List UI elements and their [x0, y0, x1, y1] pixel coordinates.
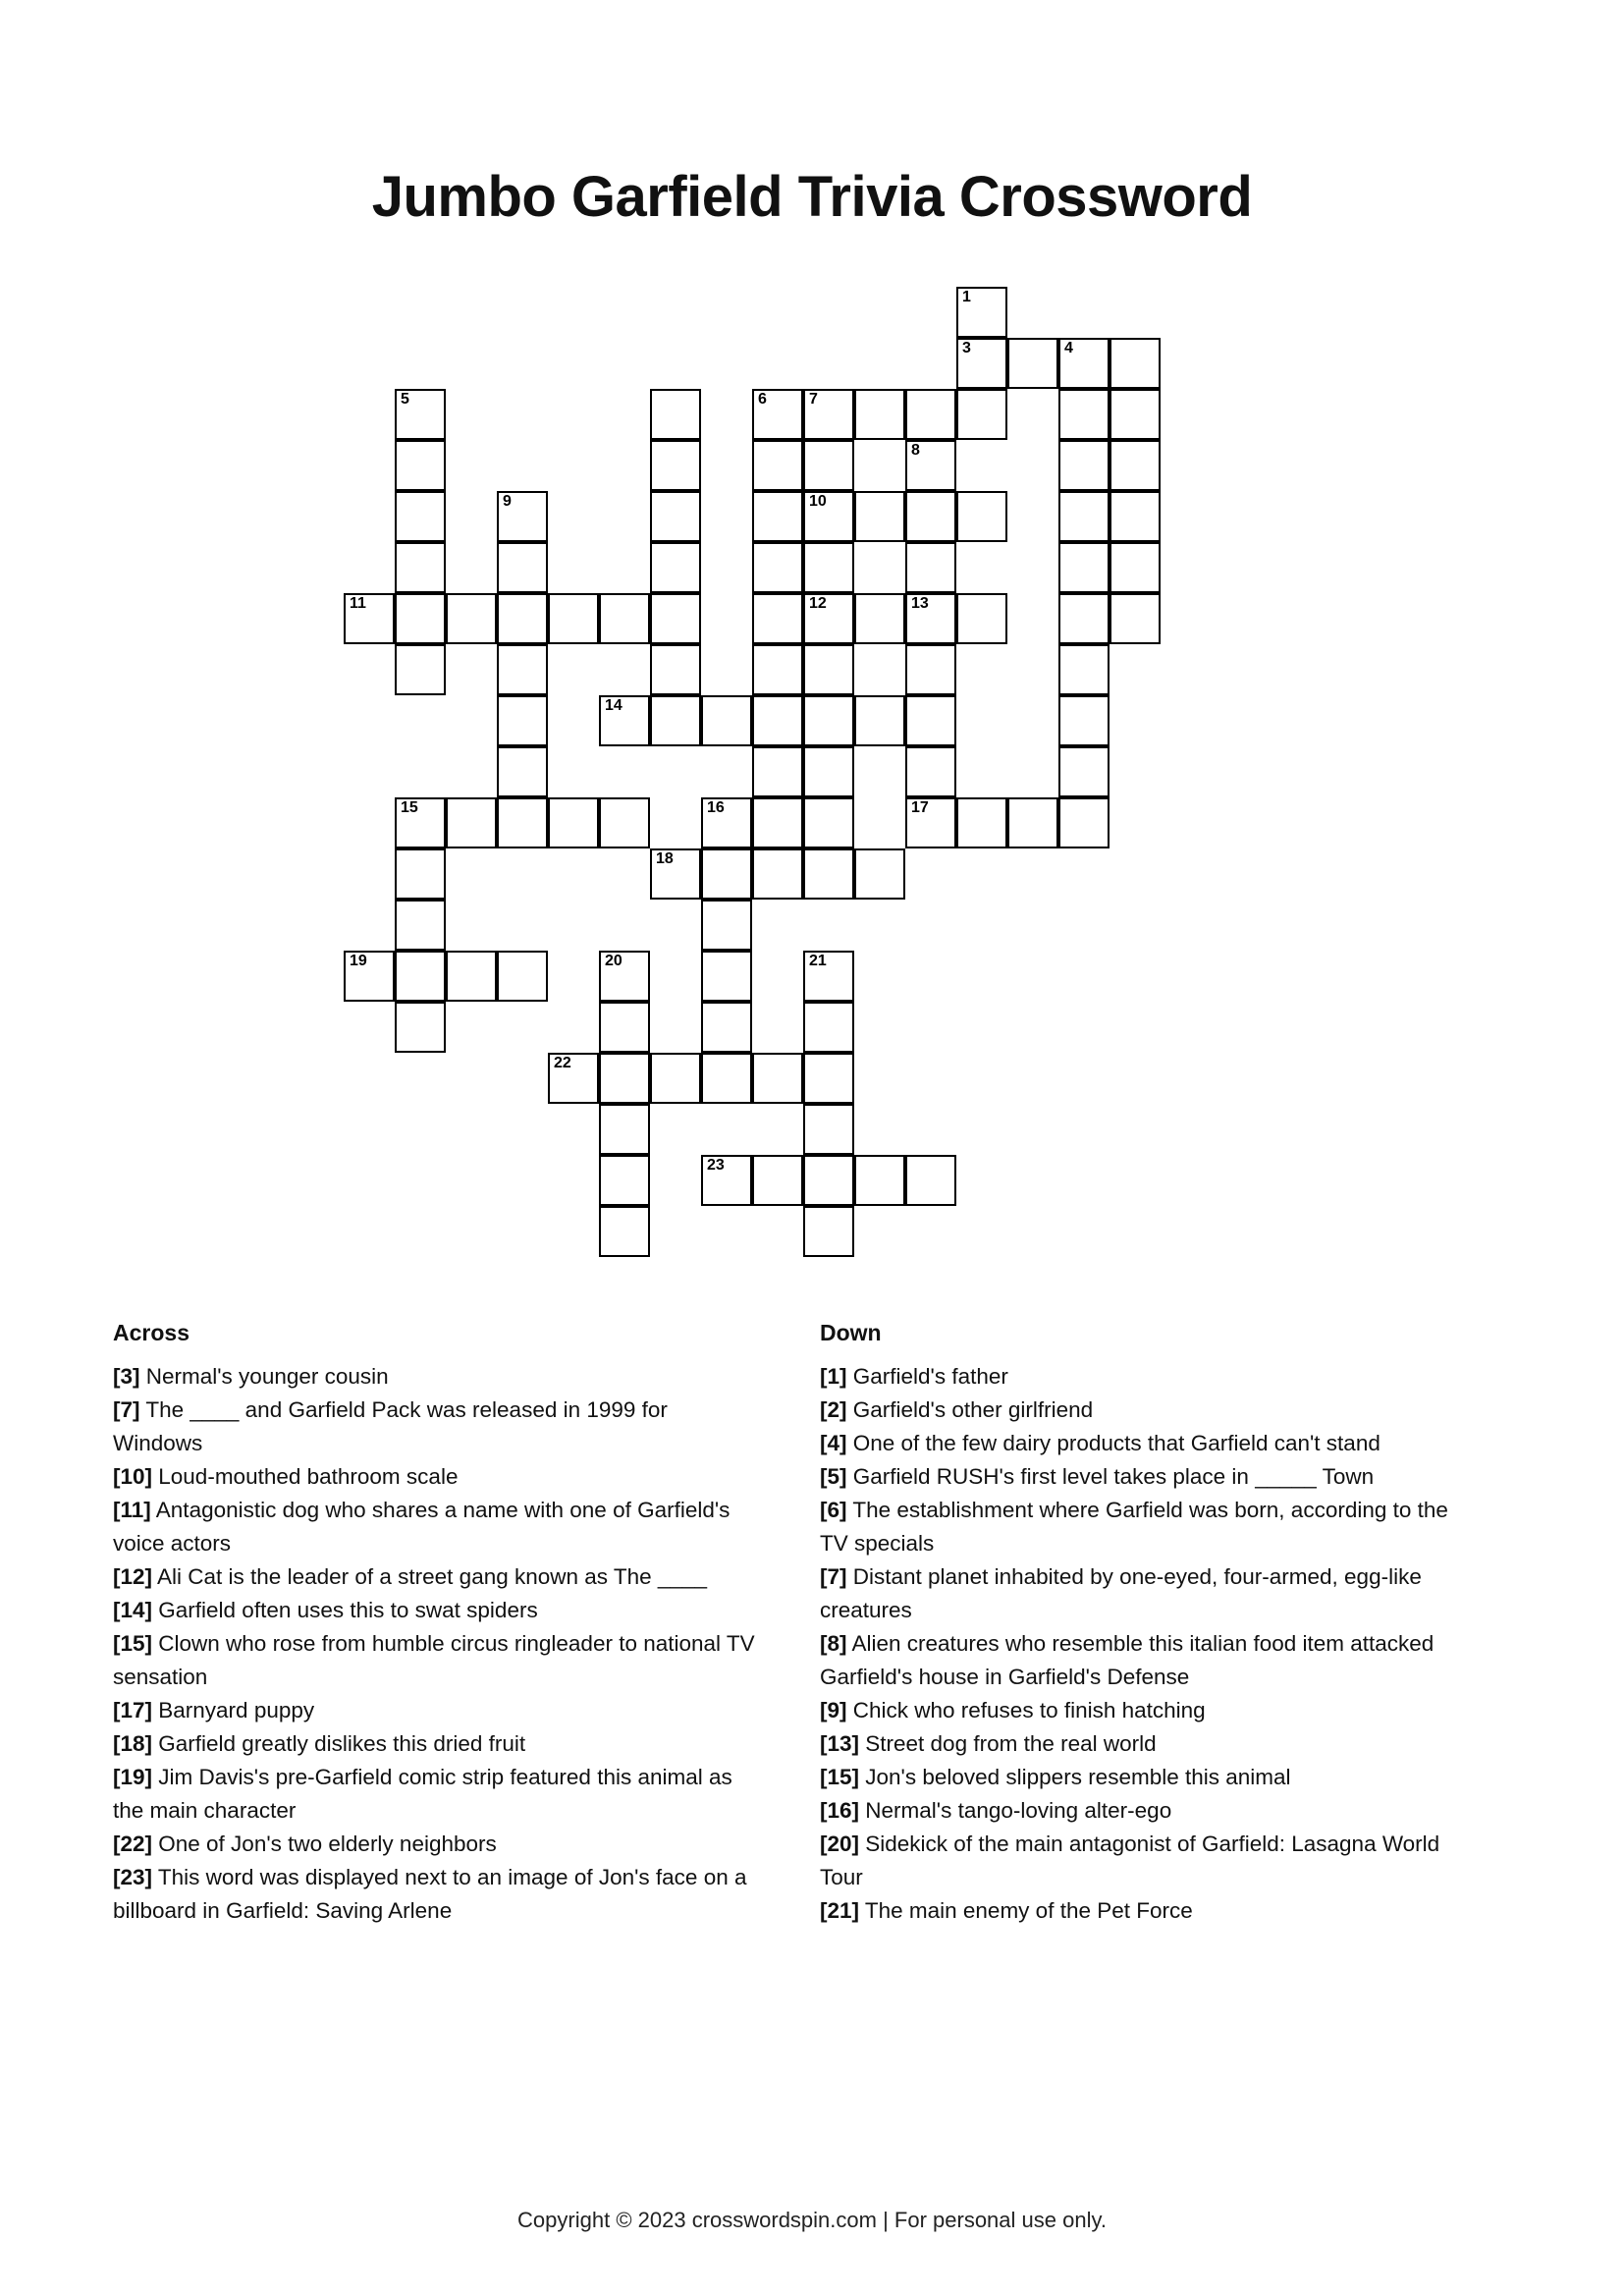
- grid-cell[interactable]: [752, 593, 803, 644]
- down-clue-number: [9]: [820, 1698, 847, 1722]
- grid-cell[interactable]: [395, 951, 446, 1002]
- grid-cell-number: 18: [656, 850, 674, 867]
- grid-cell[interactable]: [803, 1104, 854, 1155]
- grid-cell-number: 12: [809, 595, 827, 612]
- grid-cell[interactable]: [752, 746, 803, 797]
- grid-cell[interactable]: [1058, 491, 1110, 542]
- grid-cell[interactable]: [854, 1155, 905, 1206]
- grid-cell[interactable]: [497, 695, 548, 746]
- grid-cell[interactable]: [803, 695, 854, 746]
- grid-cell[interactable]: [497, 593, 548, 644]
- grid-cell[interactable]: [752, 644, 803, 695]
- grid-cell-number: 23: [707, 1157, 725, 1174]
- grid-cell[interactable]: [905, 695, 956, 746]
- grid-cell[interactable]: [446, 797, 497, 848]
- down-clue-number: [13]: [820, 1731, 860, 1756]
- grid-cell-number: 10: [809, 493, 827, 510]
- grid-cell[interactable]: [650, 593, 701, 644]
- grid-cell[interactable]: [497, 797, 548, 848]
- grid-cell-numbered[interactable]: [701, 1155, 752, 1206]
- footer-copyright: Copyright © 2023 crosswordspin.com | For personal use only.: [517, 2208, 1107, 2232]
- grid-cell-number: 13: [911, 595, 929, 612]
- down-clue-text: Garfield's father: [846, 1364, 1008, 1389]
- down-clue-number: [4]: [820, 1431, 847, 1455]
- grid-cell[interactable]: [1110, 440, 1161, 491]
- grid-cell[interactable]: [1110, 593, 1161, 644]
- grid-cell-number: 15: [401, 799, 418, 816]
- grid-cell[interactable]: [599, 1002, 650, 1053]
- grid-cell[interactable]: [752, 491, 803, 542]
- grid-cell[interactable]: [497, 951, 548, 1002]
- down-clue-text: Chick who refuses to finish hatching: [846, 1698, 1206, 1722]
- down-clue-text: The main enemy of the Pet Force: [859, 1898, 1193, 1923]
- across-heading: Across: [113, 1320, 189, 1345]
- grid-cell[interactable]: [599, 1155, 650, 1206]
- down-clue-text: Garfield's other girlfriend: [846, 1397, 1094, 1422]
- across-clue-text: Jim Davis's pre-Garfield comic strip featured this animal as the main character: [113, 1765, 732, 1823]
- grid-cell[interactable]: [599, 1206, 650, 1257]
- grid-cell[interactable]: [803, 1053, 854, 1104]
- down-clue[interactable]: [820, 1694, 1468, 1727]
- grid-cell[interactable]: [395, 848, 446, 900]
- grid-cell[interactable]: [803, 644, 854, 695]
- across-clue-text: Garfield often uses this to swat spiders: [152, 1598, 538, 1622]
- grid-cell[interactable]: [395, 900, 446, 951]
- grid-cell[interactable]: [650, 440, 701, 491]
- down-clue-number: [20]: [820, 1831, 860, 1856]
- grid-cell[interactable]: [956, 593, 1007, 644]
- grid-cell-numbered[interactable]: [1058, 338, 1110, 389]
- down-clue-number: [8]: [820, 1631, 847, 1656]
- down-clue-number: [1]: [820, 1364, 847, 1389]
- grid-cell-number: 8: [911, 442, 920, 459]
- across-clue-text: The ____ and Garfield Pack was released in 1999 for Windows: [113, 1397, 668, 1455]
- grid-cell-number: 19: [350, 953, 367, 969]
- down-clue[interactable]: [820, 1727, 1468, 1761]
- across-clue-number: [3]: [113, 1364, 140, 1389]
- down-clue-number: [16]: [820, 1798, 860, 1823]
- grid-cell[interactable]: [497, 542, 548, 593]
- across-clue-text: Loud-mouthed bathroom scale: [152, 1464, 459, 1489]
- grid-cell[interactable]: [446, 593, 497, 644]
- grid-cell[interactable]: [599, 1104, 650, 1155]
- down-clue-text: Distant planet inhabited by one-eyed, four-armed, egg-like creatures: [820, 1564, 1422, 1622]
- grid-cell[interactable]: [650, 695, 701, 746]
- across-clue[interactable]: [113, 1594, 761, 1627]
- across-clue-text: Clown who rose from humble circus ringleader to national TV sensation: [113, 1631, 755, 1689]
- grid-cell-numbered[interactable]: [905, 440, 956, 491]
- down-clue-text: Garfield RUSH's first level takes place in _____ Town: [846, 1464, 1375, 1489]
- grid-cell[interactable]: [1110, 389, 1161, 440]
- down-clue-number: [21]: [820, 1898, 860, 1923]
- grid-cell[interactable]: [956, 491, 1007, 542]
- grid-cell[interactable]: [395, 440, 446, 491]
- grid-cell[interactable]: [650, 644, 701, 695]
- grid-cell[interactable]: [650, 1053, 701, 1104]
- across-clue-list: [113, 1360, 761, 1928]
- grid-cell[interactable]: [701, 951, 752, 1002]
- across-clue-number: [10]: [113, 1464, 153, 1489]
- grid-cell[interactable]: [854, 593, 905, 644]
- page-title: Jumbo Garfield Trivia Crossword: [371, 164, 1253, 229]
- grid-cell[interactable]: [956, 389, 1007, 440]
- down-clue[interactable]: [820, 1494, 1468, 1560]
- down-clue-number: [7]: [820, 1564, 847, 1589]
- across-clue-number: [15]: [113, 1631, 153, 1656]
- grid-cell[interactable]: [752, 848, 803, 900]
- grid-cell[interactable]: [497, 644, 548, 695]
- grid-cell-numbered[interactable]: [599, 695, 650, 746]
- grid-cell[interactable]: [752, 440, 803, 491]
- down-clue[interactable]: [820, 1427, 1468, 1460]
- grid-cell-number: 1: [962, 289, 971, 305]
- grid-cell-number: 22: [554, 1055, 571, 1071]
- grid-cell[interactable]: [854, 848, 905, 900]
- grid-cell[interactable]: [650, 491, 701, 542]
- grid-cell[interactable]: [548, 593, 599, 644]
- across-clue-text: Barnyard puppy: [152, 1698, 315, 1722]
- grid-cell-number: 9: [503, 493, 512, 510]
- grid-cell-numbered[interactable]: [701, 797, 752, 848]
- grid-cell-number: 20: [605, 953, 623, 969]
- grid-cell-numbered[interactable]: [344, 951, 395, 1002]
- down-clue[interactable]: [820, 1460, 1468, 1494]
- grid-cell[interactable]: [803, 746, 854, 797]
- across-clue[interactable]: [113, 1627, 761, 1694]
- grid-cell[interactable]: [1110, 338, 1161, 389]
- grid-cell[interactable]: [701, 1002, 752, 1053]
- grid-cell[interactable]: [1110, 542, 1161, 593]
- grid-cell[interactable]: [1007, 797, 1058, 848]
- down-clue[interactable]: [820, 1627, 1468, 1694]
- down-clue-number: [2]: [820, 1397, 847, 1422]
- across-clue-number: [22]: [113, 1831, 153, 1856]
- grid-cell[interactable]: [1058, 593, 1110, 644]
- across-clue[interactable]: [113, 1694, 761, 1727]
- grid-cell[interactable]: [803, 1155, 854, 1206]
- grid-cell[interactable]: [752, 797, 803, 848]
- across-clue-number: [7]: [113, 1397, 140, 1422]
- grid-cell-number: 7: [809, 391, 818, 408]
- across-clue[interactable]: [113, 1560, 761, 1594]
- across-clue-number: [11]: [113, 1498, 151, 1522]
- across-clue-text: Ali Cat is the leader of a street gang known as The ____: [152, 1564, 707, 1589]
- across-clue[interactable]: [113, 1727, 761, 1761]
- grid-cell[interactable]: [905, 746, 956, 797]
- grid-cell[interactable]: [395, 593, 446, 644]
- grid-cell-numbered[interactable]: [803, 491, 854, 542]
- grid-cell[interactable]: [1058, 389, 1110, 440]
- down-clue-number: [5]: [820, 1464, 847, 1489]
- grid-cell[interactable]: [905, 644, 956, 695]
- grid-cell[interactable]: [395, 1002, 446, 1053]
- across-clue-number: [18]: [113, 1731, 153, 1756]
- down-clue[interactable]: [820, 1394, 1468, 1427]
- grid-cell[interactable]: [701, 1053, 752, 1104]
- grid-cell[interactable]: [701, 695, 752, 746]
- grid-cell[interactable]: [650, 542, 701, 593]
- grid-cell[interactable]: [803, 848, 854, 900]
- grid-cell[interactable]: [650, 389, 701, 440]
- grid-cell[interactable]: [1007, 338, 1058, 389]
- grid-cell[interactable]: [752, 1053, 803, 1104]
- grid-cell-numbered[interactable]: [803, 593, 854, 644]
- grid-cell[interactable]: [1058, 542, 1110, 593]
- down-clue-text: Alien creatures who resemble this italian food item attacked Garfield's house in Garfield's Defense: [820, 1631, 1435, 1689]
- across-clue-number: [19]: [113, 1765, 153, 1789]
- across-clue-number: [17]: [113, 1698, 153, 1722]
- grid-cell-number: 11: [350, 595, 366, 612]
- grid-cell[interactable]: [599, 797, 650, 848]
- across-clue[interactable]: [113, 1828, 761, 1861]
- down-clue-text: One of the few dairy products that Garfield can't stand: [846, 1431, 1380, 1455]
- grid-cell-numbered[interactable]: [905, 797, 956, 848]
- grid-cell-numbered[interactable]: [650, 848, 701, 900]
- grid-cell-numbered[interactable]: [395, 389, 446, 440]
- grid-cell[interactable]: [599, 593, 650, 644]
- across-clue[interactable]: [113, 1360, 761, 1394]
- down-clue[interactable]: [820, 1360, 1468, 1394]
- grid-cell[interactable]: [1058, 695, 1110, 746]
- grid-cell[interactable]: [1110, 491, 1161, 542]
- grid-cell-numbered[interactable]: [752, 389, 803, 440]
- grid-cell-number: 4: [1064, 340, 1073, 356]
- across-clue-text: Garfield greatly dislikes this dried fruit: [152, 1731, 526, 1756]
- grid-cell[interactable]: [803, 440, 854, 491]
- grid-cell[interactable]: [1058, 440, 1110, 491]
- across-clue-text: Nermal's younger cousin: [139, 1364, 389, 1389]
- grid-cell[interactable]: [548, 797, 599, 848]
- grid-cell[interactable]: [752, 542, 803, 593]
- down-clue-text: Sidekick of the main antagonist of Garfield: Lasagna World Tour: [820, 1831, 1440, 1889]
- grid-cell[interactable]: [854, 389, 905, 440]
- grid-cell[interactable]: [395, 542, 446, 593]
- down-clue-number: [6]: [820, 1498, 847, 1522]
- down-clue[interactable]: [820, 1761, 1468, 1794]
- grid-cell-number: 17: [911, 799, 929, 816]
- grid-cell-numbered[interactable]: [956, 338, 1007, 389]
- across-clue[interactable]: [113, 1861, 761, 1928]
- down-clue-column: [820, 1316, 1468, 1928]
- grid-cell-numbered[interactable]: [599, 951, 650, 1002]
- grid-cell[interactable]: [803, 1002, 854, 1053]
- down-clue-list: [820, 1360, 1468, 1928]
- grid-cell[interactable]: [956, 797, 1007, 848]
- grid-cell[interactable]: [701, 900, 752, 951]
- grid-cell[interactable]: [395, 491, 446, 542]
- grid-cell-numbered[interactable]: [905, 593, 956, 644]
- down-clue-text: Nermal's tango-loving alter-ego: [859, 1798, 1172, 1823]
- grid-cell[interactable]: [395, 644, 446, 695]
- grid-cell[interactable]: [497, 746, 548, 797]
- down-clue-number: [15]: [820, 1765, 860, 1789]
- across-clue-text: Antagonistic dog who shares a name with one of Garfield's voice actors: [113, 1498, 731, 1556]
- grid-cell-numbered[interactable]: [956, 287, 1007, 338]
- grid-cell-numbered[interactable]: [803, 951, 854, 1002]
- grid-cell[interactable]: [752, 695, 803, 746]
- grid-cell-number: 5: [401, 391, 409, 408]
- grid-cell[interactable]: [854, 695, 905, 746]
- across-clue-number: [14]: [113, 1598, 153, 1622]
- grid-cell[interactable]: [803, 1206, 854, 1257]
- grid-cell-numbered[interactable]: [497, 491, 548, 542]
- down-clue[interactable]: [820, 1794, 1468, 1828]
- across-clue[interactable]: [113, 1761, 761, 1828]
- across-clue[interactable]: [113, 1394, 761, 1460]
- down-clue-text: Jon's beloved slippers resemble this animal: [859, 1765, 1291, 1789]
- down-clue-text: The establishment where Garfield was born, according to the TV specials: [820, 1498, 1448, 1556]
- grid-cell[interactable]: [599, 1053, 650, 1104]
- down-clue[interactable]: [820, 1560, 1468, 1627]
- grid-cell[interactable]: [905, 1155, 956, 1206]
- grid-cell[interactable]: [446, 951, 497, 1002]
- across-clue-text: One of Jon's two elderly neighbors: [152, 1831, 497, 1856]
- grid-cell-numbered[interactable]: [395, 797, 446, 848]
- grid-cell-number: 16: [707, 799, 725, 816]
- grid-cell-number: 6: [758, 391, 767, 408]
- grid-cell[interactable]: [1058, 644, 1110, 695]
- across-clue-number: [12]: [113, 1564, 153, 1589]
- down-clue[interactable]: [820, 1828, 1468, 1894]
- grid-cell[interactable]: [905, 491, 956, 542]
- across-clue-text: This word was displayed next to an image of Jon's face on a billboard in Garfield: Saving Arlene: [113, 1865, 747, 1923]
- down-clue[interactable]: [820, 1894, 1468, 1928]
- across-clue[interactable]: [113, 1460, 761, 1494]
- grid-cell-number: 3: [962, 340, 971, 356]
- grid-cell[interactable]: [905, 389, 956, 440]
- grid-cell[interactable]: [905, 542, 956, 593]
- grid-cell[interactable]: [752, 1155, 803, 1206]
- across-clue[interactable]: [113, 1494, 761, 1560]
- grid-cell[interactable]: [1058, 797, 1110, 848]
- grid-cell[interactable]: [854, 491, 905, 542]
- across-clue-column: [113, 1316, 761, 1928]
- down-heading: Down: [820, 1320, 882, 1345]
- down-clue-text: Street dog from the real world: [859, 1731, 1157, 1756]
- grid-cell-number: 14: [605, 697, 623, 714]
- grid-cell-numbered[interactable]: [548, 1053, 599, 1104]
- across-clue-number: [23]: [113, 1865, 153, 1889]
- grid-cell-number: 21: [809, 953, 827, 969]
- grid-cell[interactable]: [1058, 746, 1110, 797]
- grid-cell[interactable]: [803, 797, 854, 848]
- grid-cell[interactable]: [701, 848, 752, 900]
- grid-cell-numbered[interactable]: [803, 389, 854, 440]
- crossword-grid[interactable]: [344, 287, 1168, 1174]
- grid-cell-numbered[interactable]: [344, 593, 395, 644]
- grid-cell[interactable]: [803, 542, 854, 593]
